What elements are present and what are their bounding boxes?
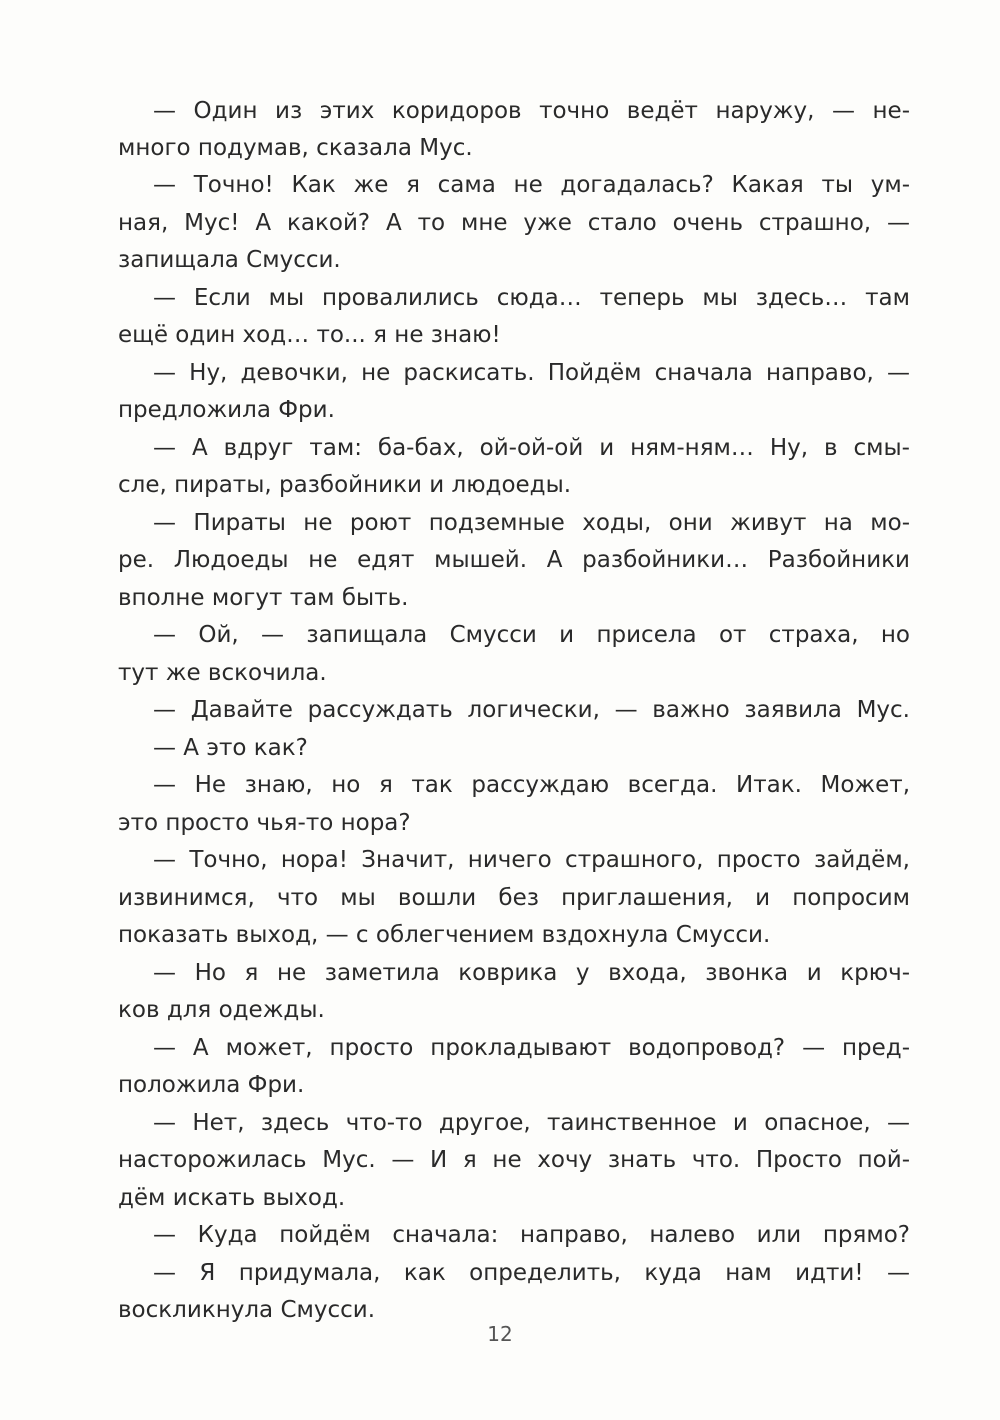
- text-line: воскликнула Смусси.: [118, 1297, 376, 1323]
- text-line: вполне могут там быть.: [118, 585, 409, 611]
- page-number: 12: [487, 1322, 513, 1346]
- text-line: извинимся, что мы вошли без приглашения, и попросим: [118, 885, 910, 911]
- text-line: предложила Фри.: [118, 397, 335, 423]
- text-line: — А это как?: [153, 735, 308, 761]
- text-line: — Один из этих коридоров точно ведёт наружу, — не-: [153, 98, 910, 124]
- text-line: тут же вскочила.: [118, 660, 327, 686]
- text-line: — А вдруг там: ба-бах, ой-ой-ой и ням-ням… Ну, в смы-: [153, 435, 910, 461]
- text-line: — Я придумала, как определить, куда нам идти! —: [153, 1260, 910, 1286]
- text-line: ная, Мус! А какой? А то мне уже стало очень страшно, —: [118, 210, 910, 236]
- text-line: — Точно! Как же я сама не догадалась? Какая ты ум-: [153, 172, 910, 198]
- text-line: дём искать выход.: [118, 1185, 346, 1211]
- text-line: положила Фри.: [118, 1072, 305, 1098]
- text-line: — Ой, — запищала Смусси и присела от страха, но: [153, 622, 910, 648]
- text-line: ре. Людоеды не едят мышей. А разбойники… Разбойники: [118, 547, 910, 573]
- text-line: насторожилась Мус. — И я не хочу знать что. Просто пой-: [118, 1147, 910, 1173]
- text-line: запищала Смусси.: [118, 247, 341, 273]
- text-line: — Давайте рассуждать логически, — важно заявила Мус.: [153, 697, 910, 723]
- text-line: показать выход, — с облегчением вздохнула Смусси.: [118, 922, 771, 948]
- text-line: — Точно, нора! Значит, ничего страшного, просто зайдём,: [153, 847, 910, 873]
- text-line: — Не знаю, но я так рассуждаю всегда. Итак. Может,: [153, 772, 910, 798]
- text-line: сле, пираты, разбойники и людоеды.: [118, 472, 572, 498]
- text-line: — А может, просто прокладывают водопровод? — пред-: [153, 1035, 910, 1061]
- text-line: много подумав, сказала Мус.: [118, 135, 473, 161]
- text-line: — Ну, девочки, не раскисать. Пойдём сначала направо, —: [153, 360, 910, 386]
- text-line: — Но я не заметила коврика у входа, звонка и крюч-: [153, 960, 910, 986]
- text-line: это просто чья-то нора?: [118, 810, 411, 836]
- text-line: — Куда пойдём сначала: направо, налево или прямо?: [153, 1222, 910, 1248]
- text-line: ков для одежды.: [118, 997, 325, 1023]
- text-line: — Нет, здесь что-то другое, таинственное и опасное, —: [153, 1110, 910, 1136]
- text-line: ещё один ход… то... я не знаю!: [118, 322, 501, 348]
- text-line: — Пираты не роют подземные ходы, они живут на мо-: [153, 510, 910, 536]
- text-line: — Если мы провалились сюда… теперь мы здесь… там: [153, 285, 910, 311]
